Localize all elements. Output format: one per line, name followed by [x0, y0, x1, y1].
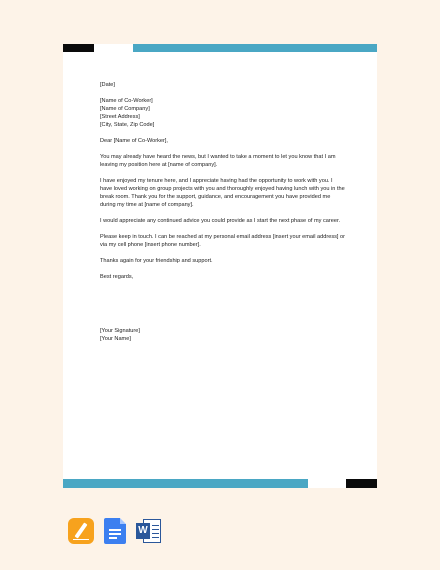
letter-page — [63, 44, 377, 488]
letter-body — [100, 81, 345, 343]
signature-placeholder: [Your Signature] — [100, 328, 140, 334]
salutation: Dear [Name of Co-Worker], — [100, 138, 168, 144]
app-icons — [68, 518, 162, 544]
google-docs-icon[interactable] — [104, 518, 126, 544]
letter-date: [Date] — [100, 82, 115, 88]
pages-icon[interactable] — [68, 518, 94, 544]
header-bar-accent — [133, 44, 377, 52]
paragraph: Thanks again for your friendship and support. — [100, 258, 213, 264]
recipient-company: [Name of Company] — [100, 106, 150, 112]
footer-bar-accent — [63, 479, 308, 488]
closing: Best regards, — [100, 274, 134, 280]
word-icon[interactable]: W — [136, 518, 162, 544]
paragraph: Please keep in touch. I can be reached at my personal email address [insert your email address] or via my cell phone [insert phone number]. — [100, 234, 346, 248]
paragraph: I have enjoyed my tenure here, and I appreciate having had the opportunity to work with you. I have loved working on group projects with you and thoroughly enjoyed having lunch with you in the break room. Thank you for the support, guidance, and encouragement you have provided me during my time at [name of company]. — [100, 178, 345, 208]
paragraph: I would appreciate any continued advice you could provide as I start the next phase of my career. — [100, 218, 341, 224]
paragraph: You may already have heard the news, but I wanted to take a moment to let you know that I am leaving my position here at [name of company]. — [100, 154, 336, 168]
recipient-city: [City, State, Zip Code] — [100, 122, 155, 128]
signer-name: [Your Name] — [100, 336, 131, 342]
footer-bar-dark — [346, 479, 377, 488]
header-bar-dark — [63, 44, 94, 52]
recipient-street: [Street Address] — [100, 114, 140, 120]
recipient-name: [Name of Co-Worker] — [100, 98, 153, 104]
